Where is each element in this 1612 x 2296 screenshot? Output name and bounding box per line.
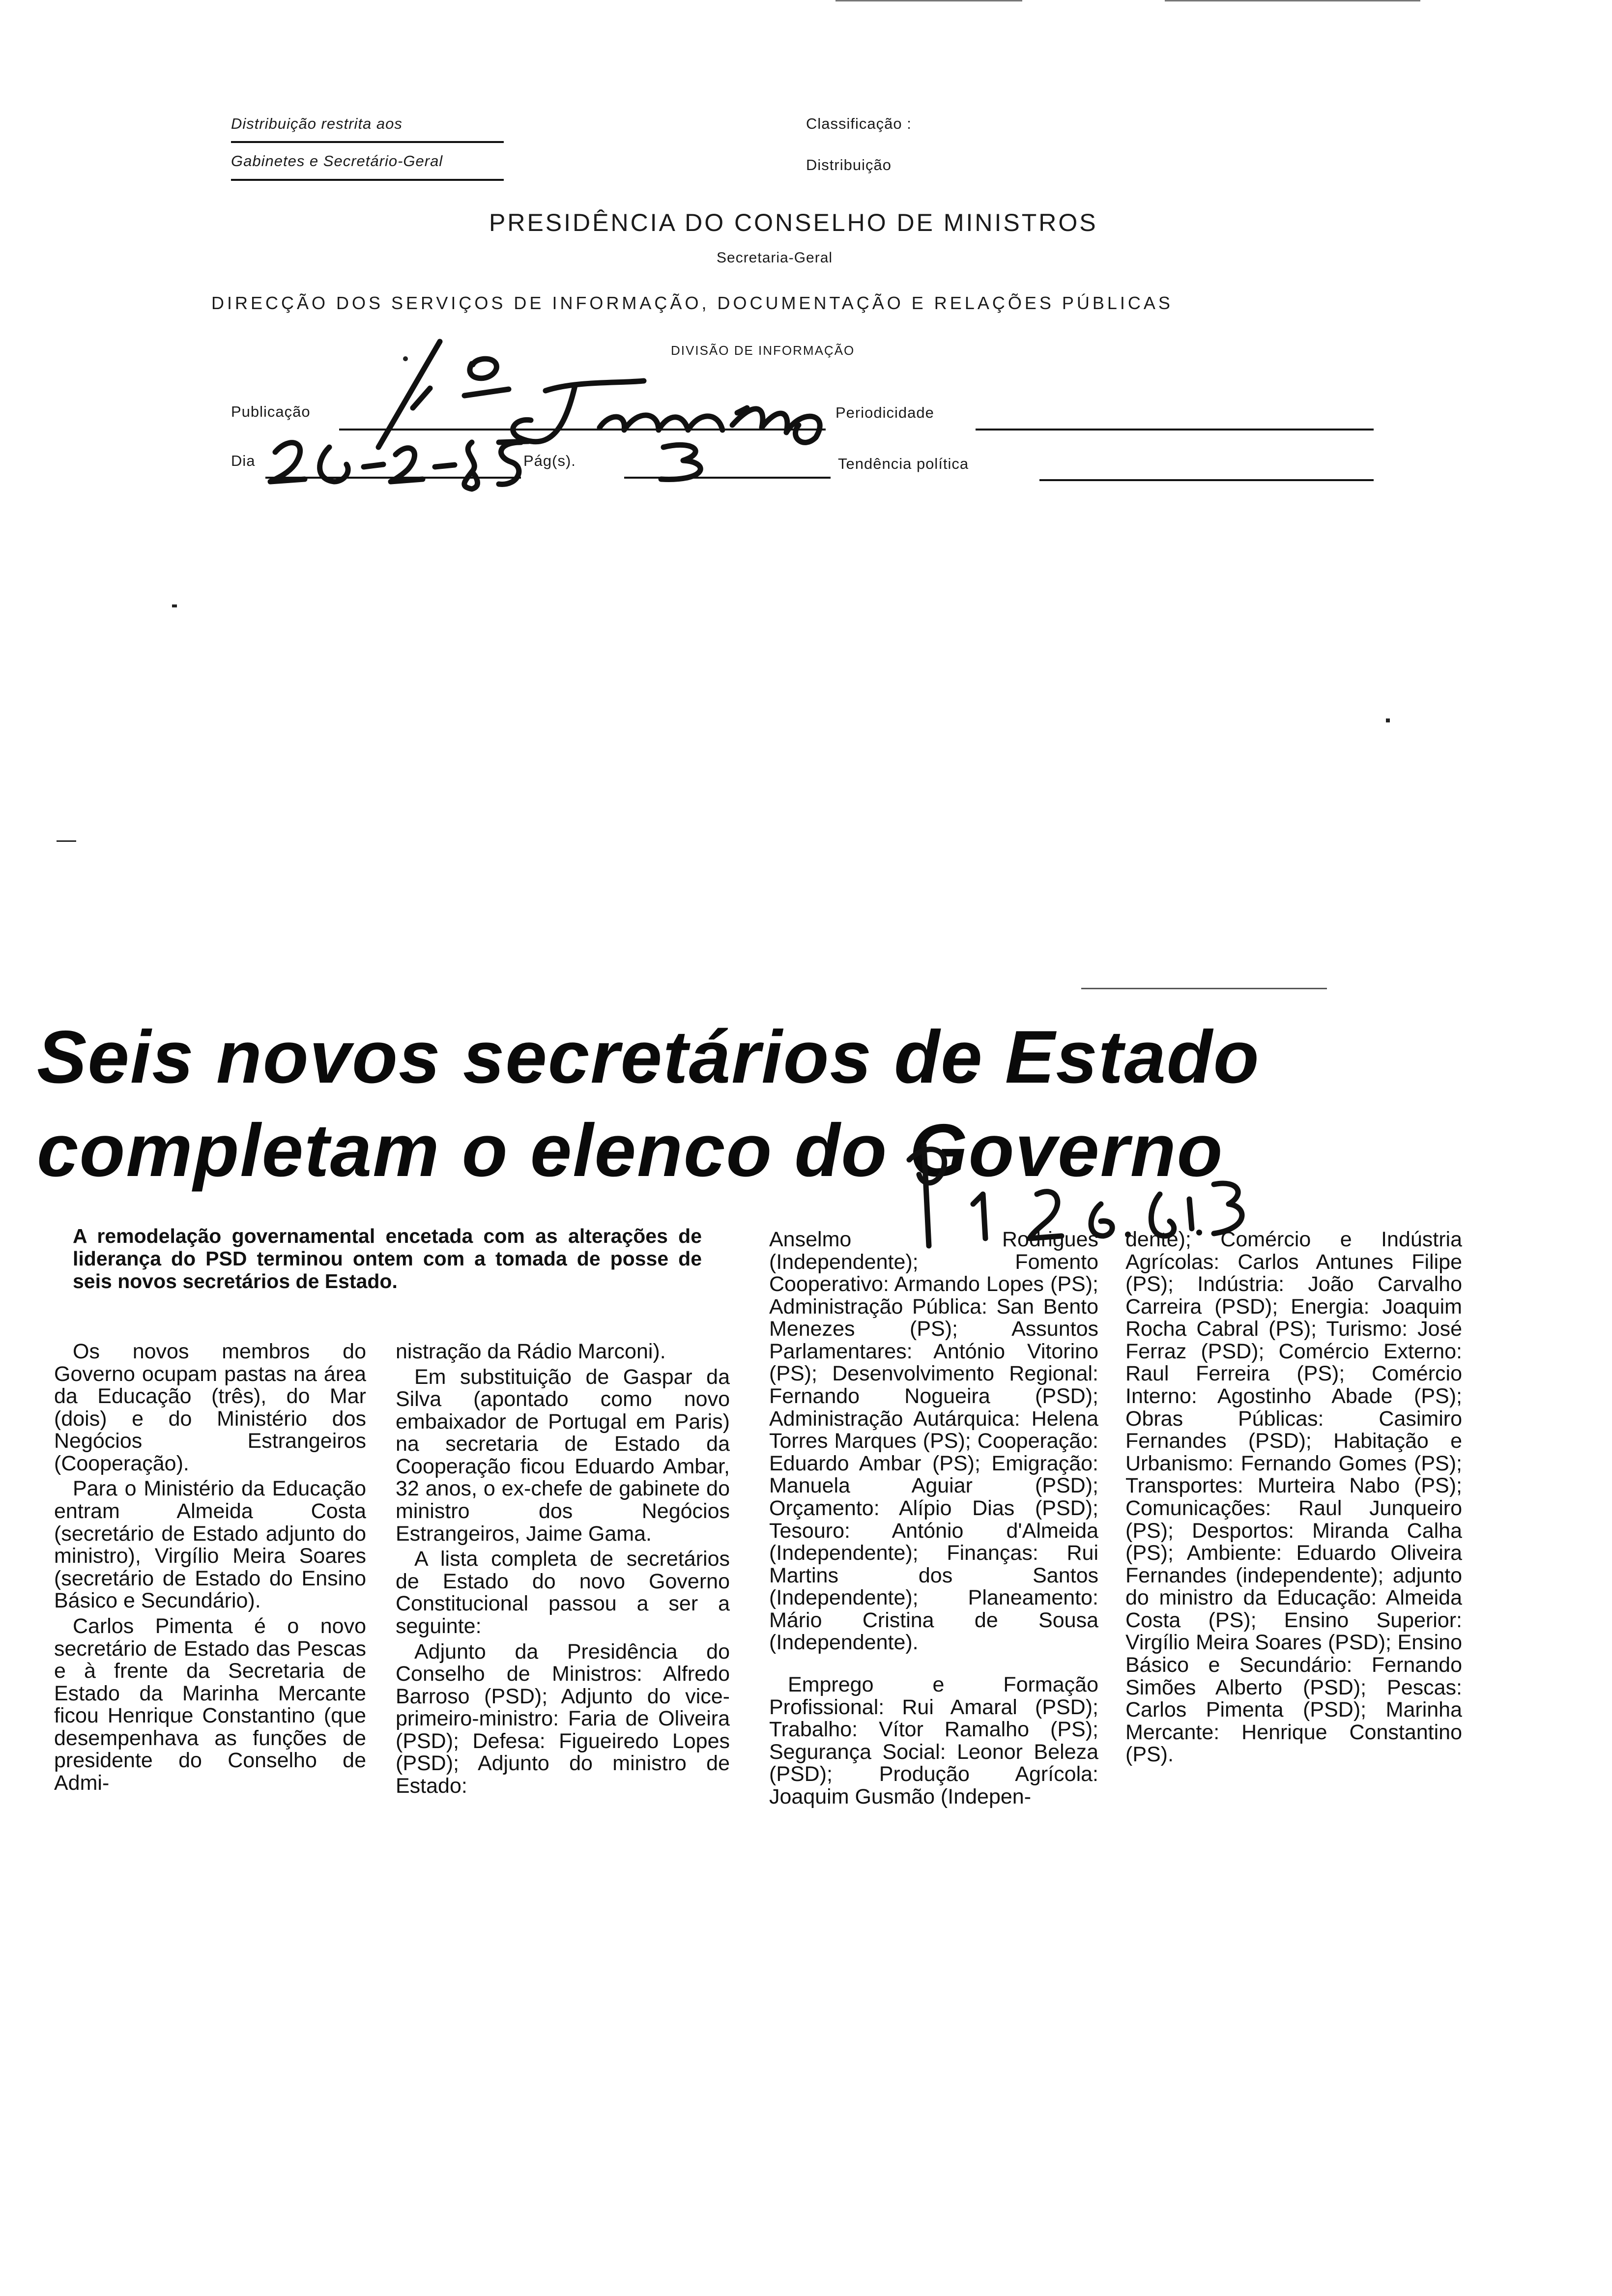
margin-note-value [934,1179,936,1180]
tendencia-label: Tendência política [838,455,969,472]
handwritten-pags [654,440,718,484]
headline-line-2: completam o elenco do Governo [37,1109,1224,1192]
division-label: DIVISÃO DE INFORMAÇÃO [671,343,855,358]
tendencia-line [1039,479,1374,481]
col3-paragraph: Emprego e Formação Profissional: Rui Amaral (PSD); Trabalho: Vítor Ramalho (PS); Segurança Social: Leonor Beleza (PSD); Produção Agrícola: Joaquim Gusmão (Indepen- [769,1672,1098,1808]
article-lead: A remodelação governamental encetada com as alterações de liderança do PSD terminou ontem com a tomada de posse de seis novos secretários de Estado. [73,1225,702,1292]
col1-paragraph: Para o Ministério da Educação entram Almeida Costa (secretário de Estado adjunto do ministro), Virgílio Meira Soares (secretário de Estado do Ensino Básico e Secundário). [54,1477,366,1613]
col2-paragraph: Adjunto da Presidência do Conselho de Ministros: Alfredo Barroso (PSD); Adjunto do vice-primeiro-ministro: Faria de Oliveira (PSD); Defesa: Figueiredo Lopes (PSD); Adjunto do ministro de Estado: [396,1639,730,1798]
col2-paragraph: Em substituição de Gaspar da Silva (apontado como novo embaixador de Portugal em Paris) na secretaria de Estado da Cooperação ficou Eduardo Ambar, 32 anos, o ex-chefe de gabinete do ministro dos Negócios Estrangeiros, Jaime Gama. [396,1365,730,1546]
periodicidade-label: Periodicidade [835,404,934,421]
col3-paragraph: Anselmo Rodrigues (Independente); Fomento Cooperativo: Armando Lopes (PS); Administração Pública: San Bento Menezes (PS); Assuntos Parlamentares: António Vitorino (PS); Desenvolvimento Regional: Fernando Nogueira (PSD); Administração Autárquica: Helena Torres Marques (PS); Cooperação: Eduardo Ambar (PS); Emigração: Manuela Aguiar (PSD); Orçamento: Alípio Dias (PSD); Tesouro: António d'Almeida (Independente); Finanças: Rui Martins dos Santos (Independente); Planeamento: Mário Cristina de Sousa (Independente). [769,1228,1098,1655]
col1-paragraph: Carlos Pimenta é o novo secretário de Estado das Pescas e à frente da Secretaria de Estado da Marinha Mercante ficou Henrique Constantino (que desempenhava as funções de presidente do Conselho de Admi- [54,1614,366,1795]
distribution-line-2: Gabinetes e Secretário-Geral [231,152,443,170]
scan-speck [403,356,408,361]
directorate-label: DIRECÇÃO DOS SERVIÇOS DE INFORMAÇÃO, DOCUMENTAÇÃO E RELAÇÕES PÚBLICAS [211,293,1173,313]
scan-streak [1081,988,1327,989]
col4-paragraph: dente); Comércio e Indústria Agrícolas: Carlos Antunes Filipe (PS); Indústria: João Carvalho Carreira (PSD); Energia: Joaquim Rocha Cabral (PS); Turismo: José Ferraz (PSD); Comércio Externo: Raul Ferreira (PS); Comércio Interno: Agostinho Abade (PS); Obras Públicas: Casimiro Fernandes (PSD); Habitação e Urbanismo: Fernando Gomes (PS); Transportes: Murteira Nabo (PS); Comunicações: Raul Junqueiro (PS); Desportos: Miranda Calha (PS); Ambiente: Eduardo Oliveira Fernandes (independente); adjunto do ministro da Educação: Almeida Costa (PS); Ensino Superior: Virgílio Meira Soares (PSD); Ensino Básico e Secundário: Fernando Simões Alberto (PSD); Pescas: Carlos Pimenta (PSD); Marinha Mercante: Henrique Constantino (PS). [1125,1228,1462,1767]
scan-edge-line [835,0,1022,1]
distribuicao-label: Distribuição [806,156,892,173]
scan-speck [1386,718,1390,722]
article-column-4 [1125,1229,1462,1769]
publicacao-label: Publicação [231,403,311,420]
distribution-underline [231,141,504,143]
dia-label: Dia [231,452,256,469]
pags-label: Pág(s). [523,452,576,469]
secretariat-label: Secretaria-Geral [717,250,833,266]
institution-title: PRESIDÊNCIA DO CONSELHO DE MINISTROS [489,209,1098,236]
publicacao-value [393,383,395,384]
headline-line-1: Seis novos secretários de Estado [37,1015,1260,1099]
scan-speck [57,840,76,842]
article-column-1 [54,1341,366,1798]
article-column-3 [769,1229,1098,1811]
col2-paragraph: nistração da Rádio Marconi). [396,1340,666,1363]
pags-value [663,457,664,458]
col2-paragraph: A lista completa de secretários de Estado do novo Governo Constitucional passou a ser a seguinte: [396,1547,730,1638]
article-column-2 [396,1341,730,1801]
scan-edge-line [1165,0,1420,1]
classificacao-label: Classificação : [806,115,912,132]
distribution-line-1: Distribuição restrita aos [231,115,403,132]
col1-paragraph: Os novos membros do Governo ocupam pastas na área da Educação (três), do Mar (dois) e do Ministério dos Negócios Estrangeiros (Cooperação). [54,1340,366,1475]
periodicidade-line [976,429,1374,430]
handwritten-dia [265,432,541,496]
distribution-underline-2 [231,179,504,181]
scan-speck [172,604,177,607]
